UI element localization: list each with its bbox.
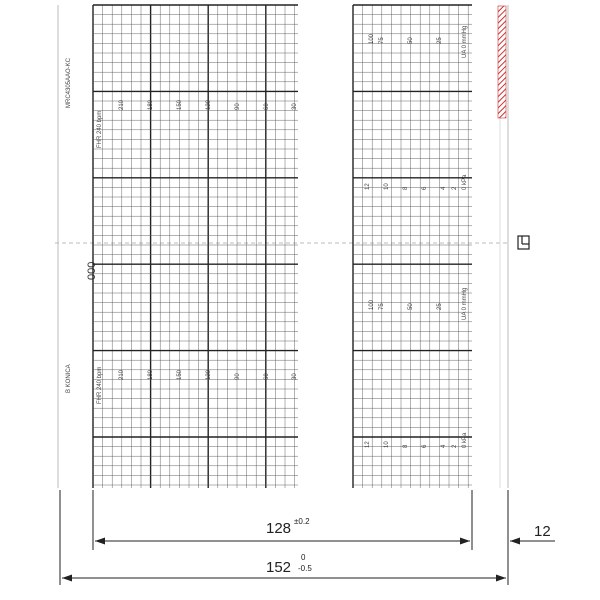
ua-tick-label: 25 — [437, 303, 443, 310]
alignment-mark-icon — [518, 236, 529, 249]
ua-kpa-label: 0 kPa — [462, 174, 468, 190]
fhr-tick-label: 60 — [264, 103, 270, 110]
dimension-152-tol-upper: 0 — [301, 553, 306, 562]
ua-grid-panel — [353, 5, 472, 488]
fhr-tick-label: 180 — [148, 99, 154, 110]
ua-kpa-tick-label: 8 — [403, 444, 409, 448]
ua-kpa-labels-lower — [365, 432, 468, 448]
fhr-tick-label: 30 — [292, 103, 298, 110]
fhr-tick-label: 90 — [235, 103, 241, 110]
ua-kpa-tick-label: 8 — [403, 186, 409, 190]
ua-kpa-tick-label: 6 — [422, 186, 428, 190]
ua-kpa-tick-label: 2 — [452, 186, 458, 190]
fhr-labels-upper — [97, 99, 298, 148]
fhr-tick-label: 150 — [177, 99, 183, 110]
fhr-tick-label: 180 — [148, 369, 154, 380]
dimension-152-tol-lower: -0.5 — [298, 564, 312, 573]
fhr-tick-label: 120 — [206, 99, 212, 110]
fhr-tick-label: 90 — [235, 373, 241, 380]
fhr-label: FHR 240 bpm — [97, 110, 103, 148]
ua-mmhg-labels-lower — [369, 288, 468, 320]
ua-tick-label: 75 — [379, 303, 385, 310]
dimension-arrow-128 — [95, 538, 470, 545]
ua-kpa-tick-label: 12 — [365, 183, 371, 190]
ua-tick-label: 100 — [369, 33, 375, 44]
ua-kpa-tick-label: 4 — [441, 444, 447, 448]
ua-kpa-tick-label: 4 — [441, 186, 447, 190]
fhr-tick-label: 150 — [177, 369, 183, 380]
fhr-tick-label: 210 — [119, 99, 125, 110]
fhr-tick-label: 60 — [264, 373, 270, 380]
ua-tick-label: 50 — [408, 303, 414, 310]
dimension-12-value: 12 — [534, 523, 551, 540]
dimension-128-value: 128 — [266, 520, 292, 537]
ua-tick-label: 50 — [408, 37, 414, 44]
hatch-marker — [498, 6, 506, 118]
ua-kpa-label: 0 kPa — [462, 432, 468, 448]
code-text: 000 — [86, 261, 98, 280]
fhr-grid-panel — [93, 5, 298, 488]
ua-tick-label: 100 — [369, 299, 375, 310]
ua-mmhg-label: UA 0 mmHg — [462, 287, 468, 320]
ua-kpa-tick-label: 10 — [384, 183, 390, 190]
brand-text: B KONICA — [66, 364, 72, 393]
dimension-128-tolerance: ±0.2 — [294, 517, 310, 526]
ua-tick-label: 75 — [379, 37, 385, 44]
ua-kpa-tick-label: 6 — [422, 444, 428, 448]
fhr-tick-label: 210 — [119, 369, 125, 380]
fhr-label: FHR 240 bpm — [97, 366, 103, 404]
ua-kpa-tick-label: 10 — [384, 441, 390, 448]
dimension-152-value: 152 — [266, 559, 292, 576]
ua-kpa-tick-label: 12 — [365, 441, 371, 448]
part-number-text: MRC4305AAO-KC — [66, 57, 72, 108]
ua-kpa-tick-label: 2 — [452, 444, 458, 448]
ua-tick-label: 25 — [437, 37, 443, 44]
ua-mmhg-label: UA 0 mmHg — [462, 25, 468, 58]
fhr-tick-label: 30 — [292, 373, 298, 380]
fhr-tick-label: 120 — [206, 369, 212, 380]
